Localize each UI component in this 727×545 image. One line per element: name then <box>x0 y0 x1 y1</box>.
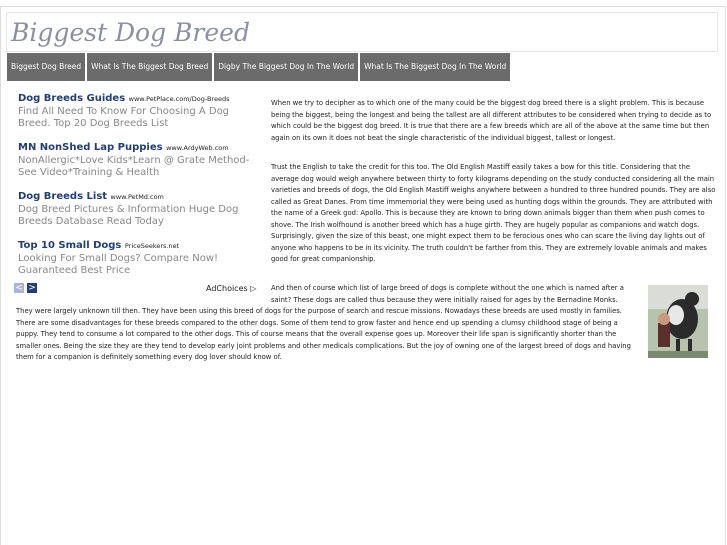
ad-block <box>18 93 258 289</box>
ad-next-icon[interactable]: > <box>28 283 36 293</box>
ad-url[interactable]: PriceSeekers.net <box>124 242 180 250</box>
ad-description: Dog Breed Pictures & Information Huge Dog Breeds Database Read Today <box>18 204 239 227</box>
nav-biggest-dog-breed[interactable]: Biggest Dog Breed <box>7 53 85 81</box>
adchoices-link[interactable] <box>206 284 256 293</box>
ad-description: Looking For Small Dogs? Compare Now! Guaranteed Best Price <box>18 253 219 276</box>
dog-photo-illustration <box>648 285 708 358</box>
nav-what-is-biggest-dog-breed[interactable]: What Is The Biggest Dog Breed <box>87 53 212 81</box>
main-nav <box>7 53 510 81</box>
ad-description: Find All Need To Know For Choosing A Dog Breed. Top 20 Dog Breeds List <box>18 106 230 129</box>
adchoices-label: AdChoices <box>206 284 248 293</box>
ad-prev-icon[interactable]: < <box>15 283 23 293</box>
ad-title[interactable]: Dog Breeds List <box>18 191 108 202</box>
ad-item[interactable] <box>18 240 258 277</box>
dog-photo <box>648 285 708 358</box>
nav-what-is-biggest-dog-world[interactable]: What Is The Biggest Dog In The World <box>360 53 510 81</box>
article-paragraph: They were largely unknown till then. They have been using this breed of dogs for the purpose of search and rescue missions. Nowadays these breeds are used mostly in families. There are some disadvantages for these breeds compared to the other dogs. Some of them tend to grow faster and hence end up spending a clumsy childhood stage of being a puppy. They tend to consume a lot compared to the other dogs. This of course means that the overall expense goes up. Moreover their life span is significantly shorter than the smaller ones. Being the size they are they tend to develop early joint problems and other medicals complications. But the joy of owning one of the largest breed of dogs and having them for a companion is definitely something every dog lover should know of. <box>16 307 631 361</box>
ad-title[interactable]: Dog Breeds Guides <box>18 93 126 104</box>
ad-url[interactable]: www.PetMd.com <box>110 193 164 201</box>
ad-title[interactable]: MN NonShed Lap Puppies <box>18 142 163 153</box>
article-paragraph: And then of course which list of large breed of dogs is complete without the one which is named after a saint? These dogs are called thus because they were initially raised for ages by the Bernadine Monks. <box>271 284 624 304</box>
site-header <box>6 12 718 52</box>
adchoices-icon: ▷ <box>250 284 257 293</box>
ad-pager <box>14 283 37 293</box>
site-title[interactable]: Biggest Dog Breed <box>11 18 250 47</box>
ad-url[interactable]: www.PetPlace.com/Dog-Breeds <box>128 95 230 103</box>
article-paragraph: Trust the English to take the credit for this too. The Old English Mastiff easily takes a bow for this title. Considering that the average dog would weigh anywhere between thirty to forty kilograms depending on the study conducted considering all the main varieties and breeds of dogs, the Old English Mastiff weighs anywhere between a hundred to three hundred pounds. They are also called as Great Danes. From time immemorial they were being used as hunting dogs within the grounds. They are attributed with the name of a Greek god: Apollo. This is because they are known to bring down animals bigger than them when push comes to shove. The Irish wolfhound is another breed which has a huge girth. They are hugely popular as companions and watch dogs. Surprisingly, given the size of this beast, one might expect them to be ferocious ones who can scare the living day lights out of anyone who happens to be in its vicinity. The truth couldn't be farther from this. They are extremely lovable animals and makes good for great companionship. <box>271 163 716 263</box>
nav-digby-biggest-dog[interactable]: Digby The Biggest Dog In The World <box>214 53 358 81</box>
ad-url[interactable]: www.ArdyWeb.com <box>166 144 229 152</box>
article-paragraph: When we try to decipher as to which one of the many could be the biggest dog breed there is a slight problem. This is because being the biggest, being the longest and being the tallest are all different attributes to be considered when trying to decide as to which could be the biggest dog breed. It is true that there are a few breeds which are all of the above at the same time but then again on its own it does not beat the single characteristic of the individual biggest, tallest or longest. <box>271 99 712 142</box>
ad-title[interactable]: Top 10 Small Dogs <box>18 240 122 251</box>
ad-item[interactable] <box>18 191 258 228</box>
ad-item[interactable] <box>18 93 258 130</box>
ad-description: NonAllergic*Love Kids*Learn @ Grate Method-See Video*Training & Health <box>18 155 250 178</box>
ad-item[interactable] <box>18 142 258 179</box>
